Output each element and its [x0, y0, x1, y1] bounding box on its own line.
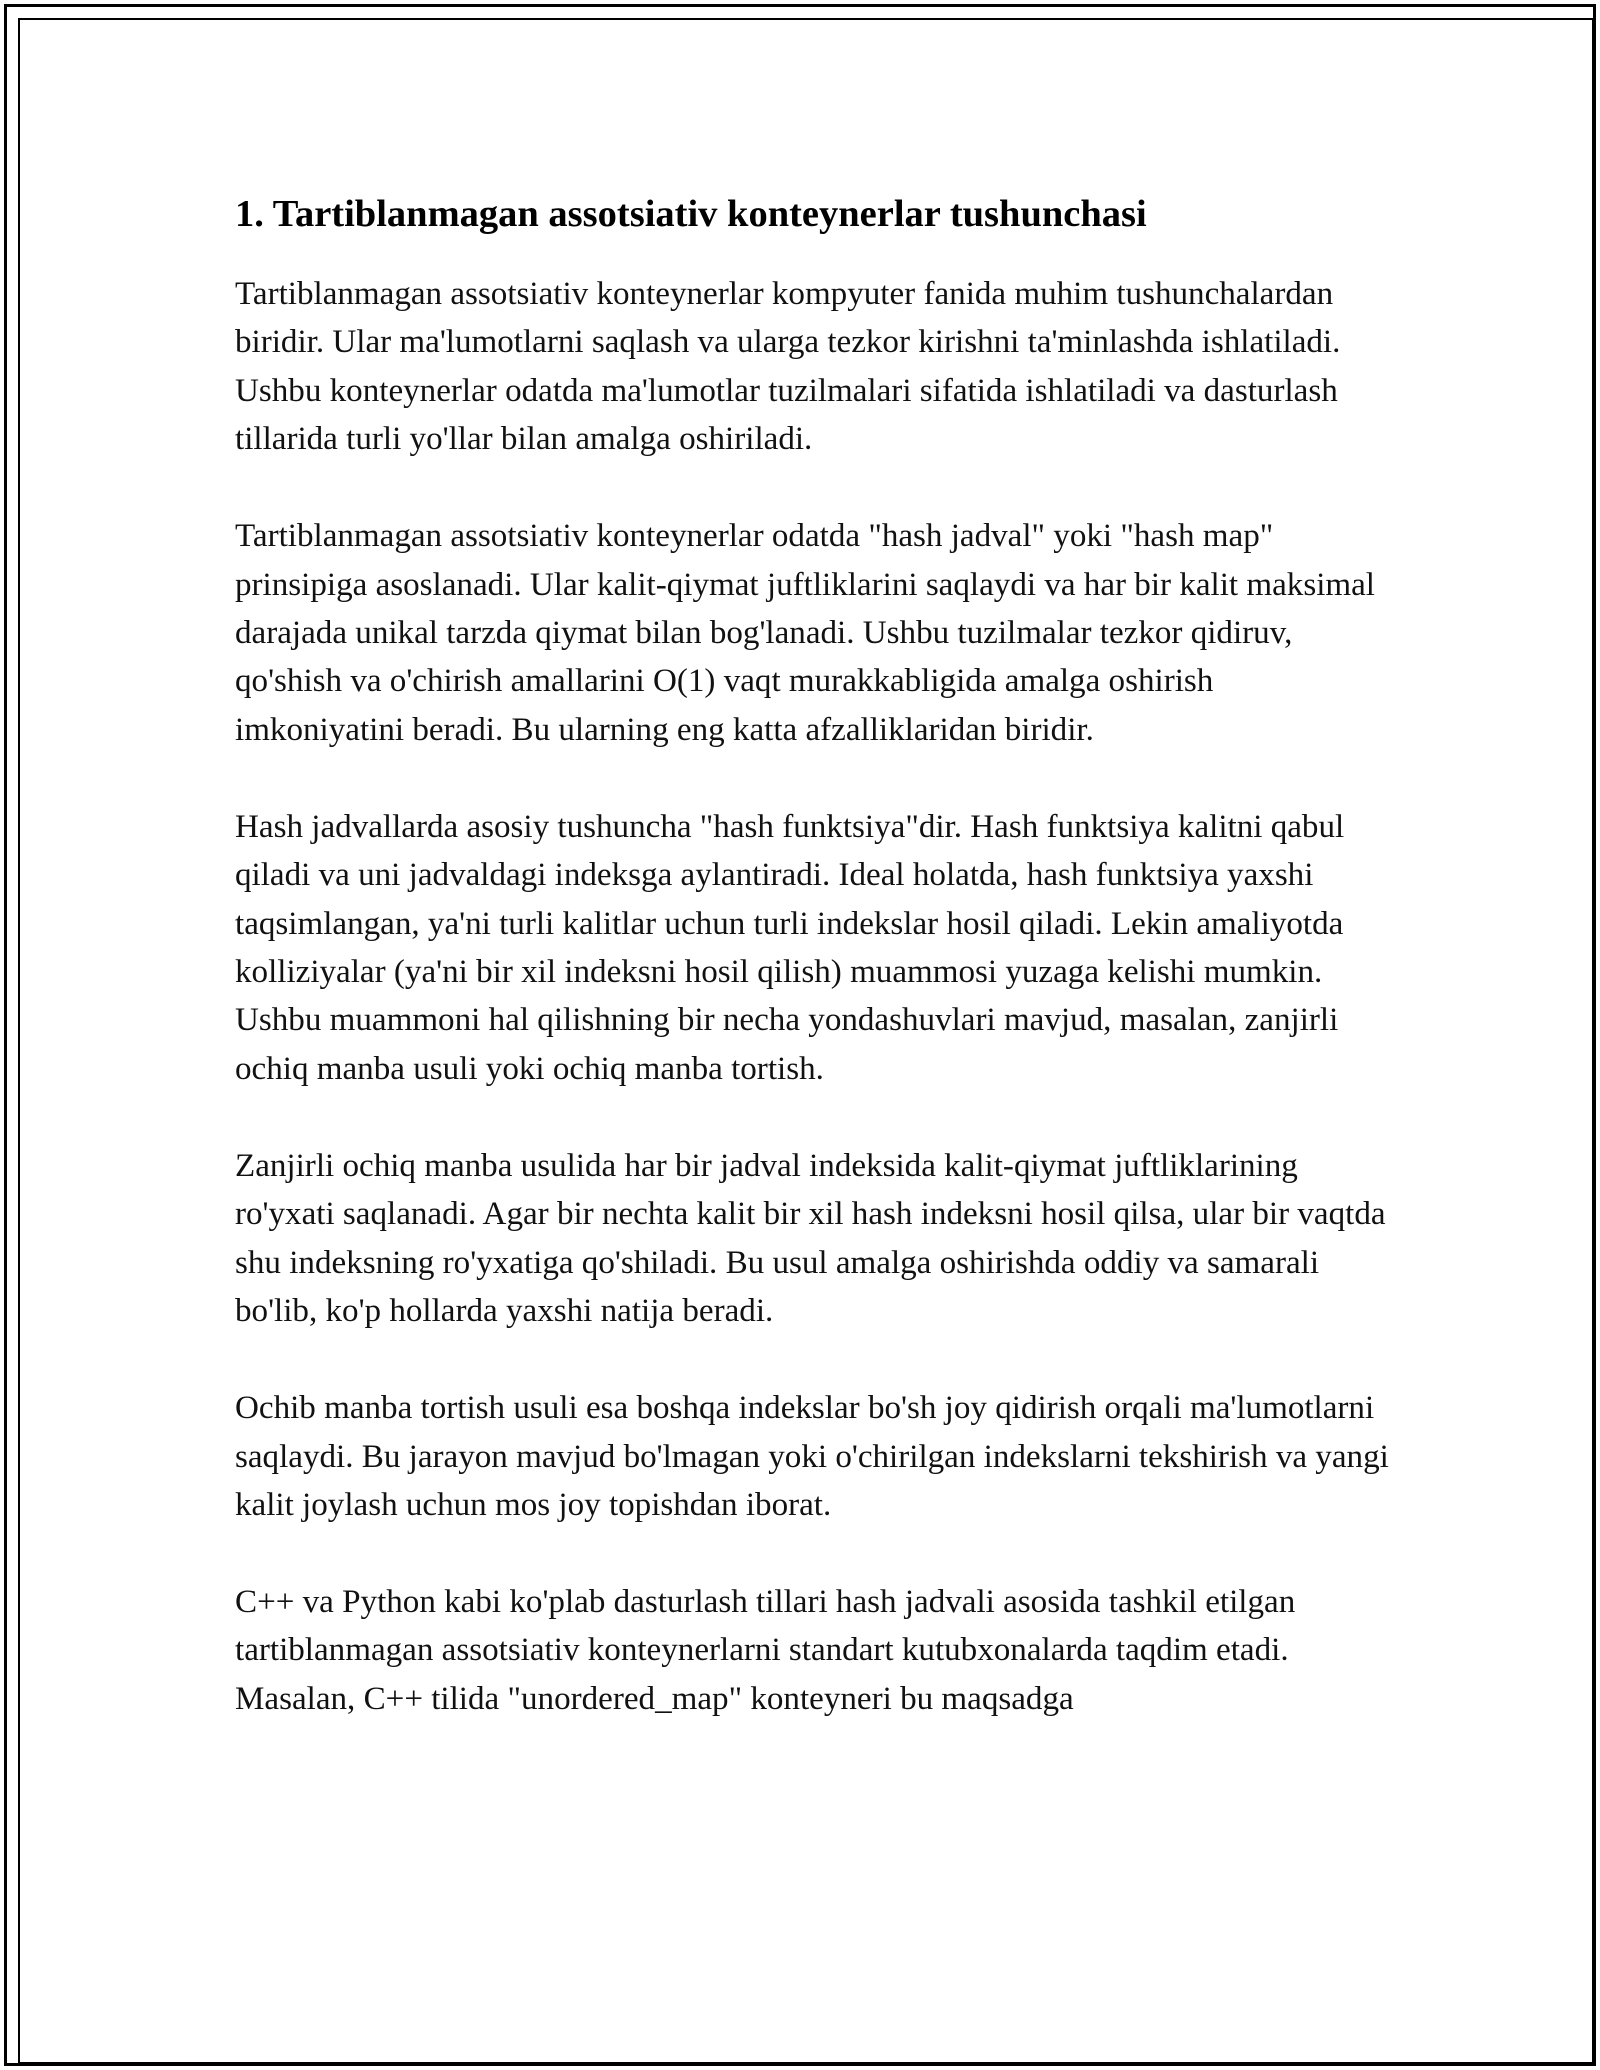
paragraph-chaining: Zanjirli ochiq manba usulida har bir jadval indeksida kalit-qiymat juftliklarining ro'yxati saqlanadi. Agar bir nechta kalit bir xil hash indeksni hosil qilsa, ular bir vaqtda shu indeksning ro'yxatiga qo'shiladi. Bu usul amalga oshirishda oddiy va samarali bo'lib, ko'p hollarda yaxshi natija beradi. — [235, 1147, 1386, 1330]
section-heading: 1. Tartiblanmagan assotsiativ konteynerlar tushunchasi — [235, 193, 1147, 235]
paragraph-hash-map: Tartiblanmagan assotsiativ konteynerlar odatda "hash jadval" yoki "hash map" prinsipiga asoslanadi. Ular kalit-qiymat juftliklarini saqlaydi va har bir kalit maksimal darajada unikal tarzda qiymat bilan bog'lanadi. Ushbu tuzilmalar tezkor qidiruv, qo'shish va o'chirish amallarini O(1) vaqt murakkabligida amalga oshirish imkoniyatini beradi. Bu ularning eng katta afzalliklaridan biridir. — [235, 518, 1376, 748]
paragraph-intro: Tartiblanmagan assotsiativ konteynerlar kompyuter fanida muhim tushunchalardan biridir. Ular ma'lumotlarni saqlash va ularga tezkor kirishni ta'minlashda ishlatiladi. Ushbu konteynerlar odatda ma'lumotlar tuzilmalari sifatida ishlatiladi va dasturlash tillarida turli yo'llar bilan amalga oshiriladi. — [235, 276, 1341, 458]
paragraph-hash-function: Hash jadvallarda asosiy tushuncha "hash funktsiya"dir. Hash funktsiya kalitni qabul qiladi va uni jadvaldagi indeksga aylantiradi. Ideal holatda, hash funktsiya yaxshi taqsimlangan, ya'ni turli kalitlar uchun turli indekslar hosil qiladi. Lekin amaliyotda kolliziyalar (ya'ni bir xil indeksni hosil qilish) muammosi yuzaga kelishi mumkin. Ushbu muammoni hal qilishning bir necha yondashuvlari mavjud, masalan, zanjirli ochiq manba usuli yoki ochiq manba tortish. — [235, 808, 1345, 1087]
paragraph-languages: C++ va Python kabi ko'plab dasturlash tillari hash jadvali asosida tashkil etilgan tartiblanmagan assotsiativ konteynerlarni standart kutubxonalarda taqdim etadi. Masalan, C++ tilida "unordered_map" konteyneri bu maqsadga — [235, 1583, 1296, 1717]
document-body — [235, 186, 1390, 1772]
paragraph-open-addressing: Ochib manba tortish usuli esa boshqa indekslar bo'sh joy qidirish orqali ma'lumotlarni saqlaydi. Bu jarayon mavjud bo'lmagan yoki o'chirilgan indekslarni tekshirish va yangi kalit joylash uchun mos joy topishdan iborat. — [235, 1390, 1389, 1523]
